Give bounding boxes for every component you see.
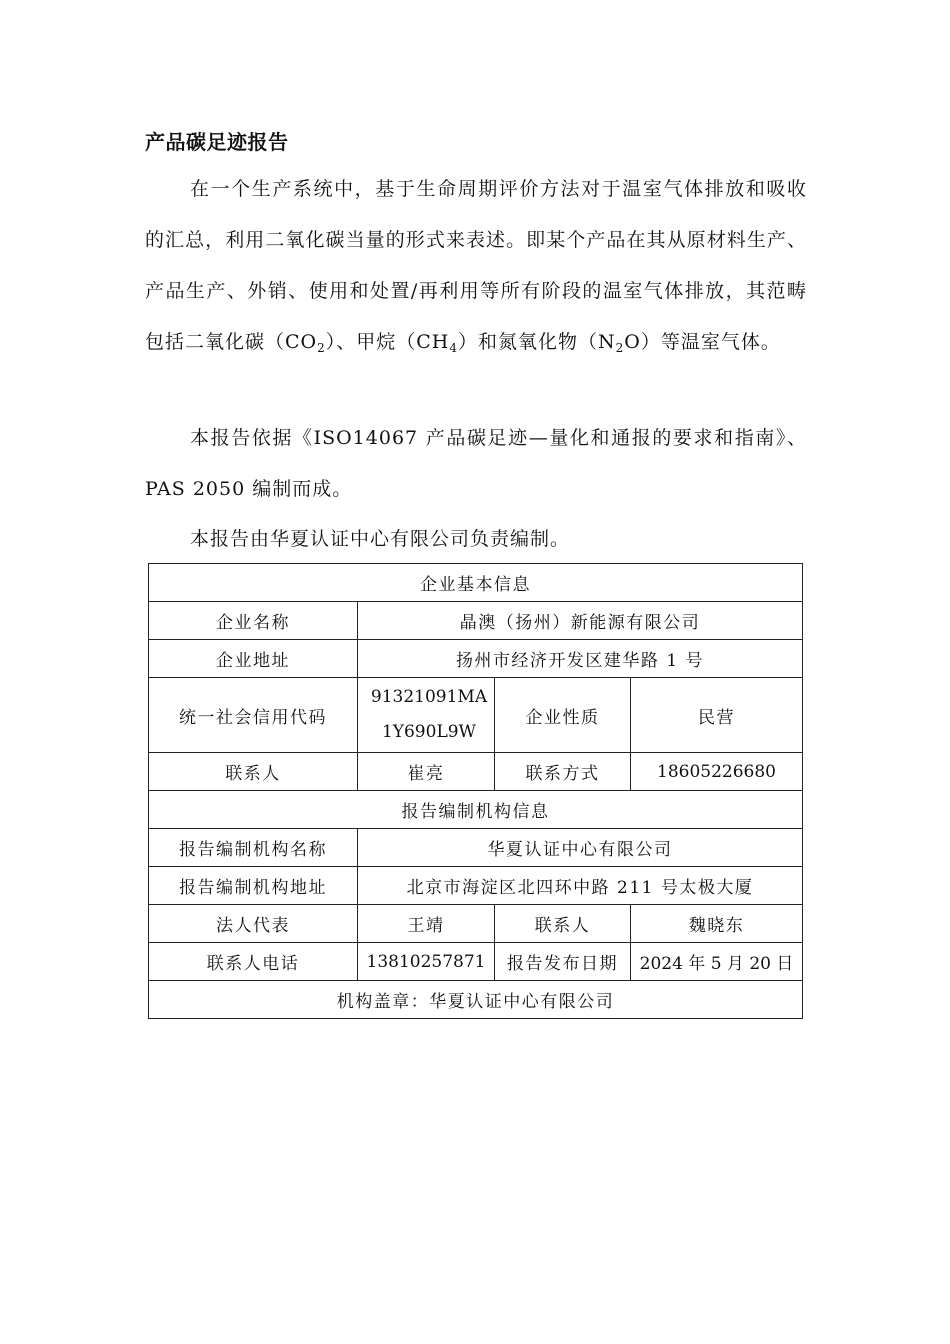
intro-text-d: O）等温室气体。: [624, 331, 781, 353]
credit-code-label: 统一社会信用代码: [149, 678, 358, 753]
seal-row: 机构盖章：华夏认证中心有限公司: [149, 981, 803, 1019]
company-address-label: 企业地址: [149, 640, 358, 678]
company-address-value: 扬州市经济开发区建华路 1 号: [358, 640, 803, 678]
table-row: [149, 905, 803, 943]
intro-text-b: ）、甲烷（CH: [325, 331, 450, 353]
intro-text-c: ）和氮氧化物（N: [458, 331, 616, 353]
ch4-subscript: 4: [449, 341, 459, 355]
n2o-subscript: 2: [615, 341, 625, 355]
org-address-value: 北京市海淀区北四环中路 211 号太极大厦: [358, 867, 803, 905]
contact-label: 联系人: [149, 753, 358, 791]
table-row: [149, 791, 803, 829]
org-address-label: 报告编制机构地址: [149, 867, 358, 905]
publish-date-label: 报告发布日期: [495, 943, 631, 981]
table-row: [149, 640, 803, 678]
table-row: [149, 943, 803, 981]
credit-code-value: 91321091MA1Y690L9W: [358, 678, 495, 753]
legal-rep-label: 法人代表: [149, 905, 358, 943]
table-row: [149, 867, 803, 905]
section-header-company: 企业基本信息: [149, 564, 803, 602]
company-name-value: 晶澳（扬州）新能源有限公司: [358, 602, 803, 640]
table-row: [149, 564, 803, 602]
intro-text-a: 在一个生产系统中，基于生命周期评价方法对于温室气体排放和吸收的汇总，利用二氧化碳当量的形式来表述。即某个产品在其从原材料生产、产品生产、外销、使用和处置/再利用等所有阶段的温室气体排放，其范畴包括二氧化碳（CO: [145, 178, 807, 353]
company-info-table: [148, 563, 803, 1019]
table-row: [149, 678, 803, 753]
report-title: 产品碳足迹报告: [145, 130, 289, 154]
nature-label: 企业性质: [495, 678, 631, 753]
table-row: [149, 981, 803, 1019]
contact-method-label: 联系方式: [495, 753, 631, 791]
intro-paragraph: [145, 164, 807, 368]
company-name-label: 企业名称: [149, 602, 358, 640]
table-row: [149, 829, 803, 867]
org-contact-label: 联系人: [495, 905, 631, 943]
nature-value: 民营: [631, 678, 803, 753]
org-contact-value: 魏晓东: [631, 905, 803, 943]
org-phone-label: 联系人电话: [149, 943, 358, 981]
section-header-organization: 报告编制机构信息: [149, 791, 803, 829]
author-paragraph: 本报告由华夏认证中心有限公司负责编制。: [190, 528, 571, 550]
publish-date-value: 2024 年 5 月 20 日: [631, 943, 803, 981]
org-phone-value: 13810257871: [358, 943, 495, 981]
org-name-value: 华夏认证中心有限公司: [358, 829, 803, 867]
legal-rep-value: 王靖: [358, 905, 495, 943]
table-row: [149, 602, 803, 640]
co2-subscript: 2: [317, 341, 326, 355]
basis-paragraph: 本报告依据《ISO14067 产品碳足迹—量化和通报的要求和指南》、PAS 2050 编制而成。: [145, 427, 807, 500]
contact-value: 崔亮: [358, 753, 495, 791]
contact-method-value: 18605226680: [631, 753, 803, 791]
table-row: [149, 753, 803, 791]
org-name-label: 报告编制机构名称: [149, 829, 358, 867]
